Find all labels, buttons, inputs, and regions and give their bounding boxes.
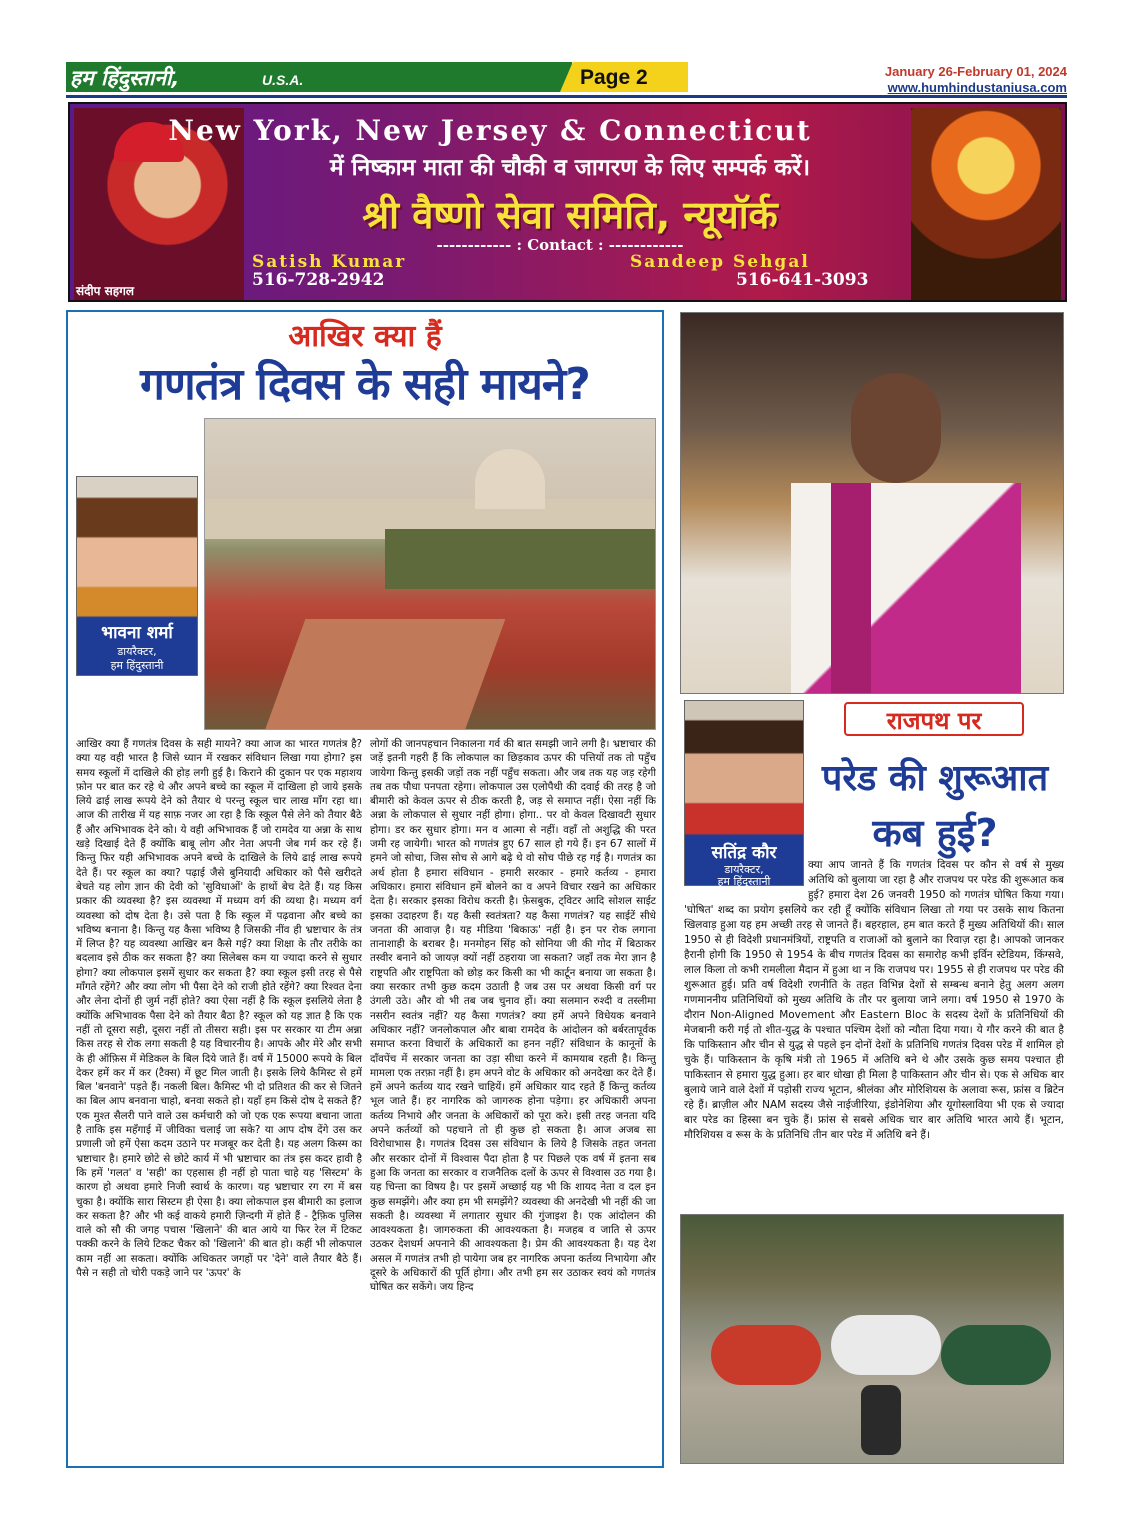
photo-rider-green — [941, 1325, 1051, 1385]
article1-text2: लोगों की जानपहचान निकालना गर्व की बात समझी जाने लगी है। भ्रष्टाचार की जड़ें इतनी गहरी हैं कि लोकपाल का छिड़काव ऊपर की पत्तियों तक तो पहुँच जायेगा किन्तु इसकी जड़ों तक नहीं पहुँच सकता। और जब तक यह जड़ रहेगी तब तक पौधा पनपता रहेगा। लोकपाल उस एलोपैथी की दवाई की तरह है जो बीमारी को केवल ऊपर से ठीक करती है, जड़ से समाप्त नहीं। ऐसा नहीं कि अन्ना के लोकपाल से सुधार नहीं होगा। होगा.. पर वो केवल दिखावटी सुधार होगा। डर कर सुधार होगा। मन व आत्मा से नहीं। वहाँ तो अशुद्धि की परत जमी रह जायेगी। भारत को गणतंत्र हुए 67 साल हो गये हैं। इन 67 सालों में हमने जो सोचा, जिस सोच से आगे बढ़े थे वो सोच पीछे रह गई है। गणतंत्र का अर्थ होता है हमारा संविधान - हमारी सरकार - हमारे कर्तव्य - हमारा अधिकार। हमारा संविधान हमें बोलने का व अपने विचार रखने का अधिकार देता है। सरकार इसका विरोध करती है। फ़ेसबुक, ट्विटर आदि सोशल साईट इसका उदाहरण हैं। यह कैसी स्वतंत्रता? यह कैसा गणतंत्र? यह साईटें सीधे जनता की आवाज़ है। यह मीडिया 'बिकाऊ' नहीं है। इन पर रोक लगाना तानाशाही के बराबर है। मनमोहन सिंह को सोनिया जी की गोद में बिठाकर तस्वीर बनाने को जायज़ क्यों नहीं ठहराया जा सकता? जहाँ तक मेरा ज्ञान है राष्ट्रपति और राष्ट्रपिता को छोड़ कर किसी का भी कार्टून बनाया जा सकता है। क्या सरकार तभी कुछ कदम उठाती है जब उस पर अथवा किसी वर्ग पर उंगली उठे। और वो भी तब जब चुनाव हों। क्या सलमान रुश्दी व तस्लीमा नसरीन स्वतंत्र नहीं? यह कैसा गणतंत्र? क्या हमें अपने विधेयक बनवाने अधिकार नहीं? जनलोकपाल और बाबा रामदेव के आंदोलन को बर्बरतापूर्वक समाप्त करना विचारों के अधिकारों का हनन नहीं? संविधान के कानूनों के दाँवपेंच में सरकार जनता का उड़ा सीधा करने में कामयाब रहती है। किन्तु मामला एक तरफ़ा नहीं है। हम अपने वोट के अधिकार को अनदेखा कर देते हैं। हमें अपने कर्तव्य याद रखने चाहियें। हमें अधिकार याद रहते हैं किन्तु कर्तव्य भूल जाते हैं। हर नागरिक को जागरुक होना पड़ेगा। हर अधिकारी अपना कर्तव्य निभाये और जनता के अधिकारों को पूरा करे। इसी तरह जनता यदि अपने कर्तव्यों को पहचाने तो ही कुछ हो सकता है। आज अजब सा विरोधाभास है। गणतंत्र दिवस उस संविधान के लिये है जिसके तहत जनता और सरकार दोनों में विश्वास पैदा होता है पर पिछले एक वर्ष में इतना सब हुआ कि जनता का सरकार व राजनैतिक दलों के ऊपर से विश्वास उठ गया है। यह चिन्ता का विषय है। पर इसमें अच्छाई यह भी कि शायद नेता व दल इन कुछ समझेंगे। और क्या हम भी समझेंगे? व्यवस्था की अनदेखी भी नहीं की जा सकती है। व्यवस्था में लगातार सुधार की गुंजाइश है। एक आंदोलन की आवश्यकता है। जागरुकता की आवश्यकता है। मजहब व जाति से ऊपर उठकर देशधर्म अपनाने की आवश्यकता है। प्रेम की आवश्यकता है। यह देश असल में गणतंत्र तभी हो पायेगा जब हर नागरिक अपना कर्तव्य निभायेगा और दूसरे के अधिकारों की पूर्ति होगा। और तभी हम सर उठाकर स्वयं को गणतंत्र घोषित कर सकेंगे। जय हिन्द — [370, 738, 656, 1294]
motorcycle-stunt-photo — [680, 1214, 1064, 1464]
photo-rider-red — [711, 1325, 821, 1385]
ad-region-line: New York, New Jersey & Connecticut — [168, 114, 812, 147]
photo-motorcycle — [861, 1385, 901, 1455]
article1-column2 — [370, 737, 656, 1463]
article2-headline-line1: परेड की शुरूआत — [821, 758, 1049, 799]
author2-role: डायरैक्टर, — [724, 863, 764, 876]
photo-dome — [475, 449, 545, 509]
rajpath-parade-photo — [204, 418, 656, 730]
photo-sari — [791, 483, 1021, 694]
author1-org: हम हिंदुस्तानी — [110, 659, 164, 672]
contact2-phone: 516-641-3093 — [736, 270, 869, 290]
author1-name: भावना शर्मा — [101, 623, 173, 643]
article1-text1: आखिर क्या हैं गणतंत्र दिवस के सही मायने? क्या आज का भारत गणतंत्र है? क्या यह वही भारत है जिसे ध्यान में रखकर संविधान लिखा गया होगा? इस समय स्कूलों में दाखिले की होड़ लगी हुई है। किराने की दुकान पर एक महाशय फ़ोन पर बात कर रहे थे और अपने बच्चे का स्कूल में दाखिला हो जाये इसके लिये ढाई लाख रूपये देने को तैयार थे परन्तु स्कूल चार लाख माँग रहा था। आज की तारीख में यह साफ़ नजर आ रहा है कि स्कूल पैसे लेने को तैयार बैठे हैं और अभिभावक देने को। ये वही अभिभावक हैं जो रामदेव या अन्ना के साथ खड़े दिखाई देते हैं क्योंकि बाबू लोग और नेता अपनी जेब गर्म कर रहे हैं। किन्तु फिर यही अभिभावक अपने बच्चे के दाखिले के लिये ढाई लाख रूपये देते हैं। पर स्कूल का क्या? पढ़ाई जैसे बुनियादी अधिकार को पैसे खरीदते बेचते यह लोग ज्ञान की देवी को 'सुविधाओं' के हाथों बेच देते हैं। यह किस प्रकार की व्यवस्था है? इस व्यवस्था में मध्यम वर्ग की व्यथा है। मध्यम वर्ग व्यवस्था को दोष देता है। उसे पता है कि स्कूल में पढ़वाना और बच्चे का भविष्य बनाना है। किन्तु यह कैसा भविष्य है जिसकी नींव ही भ्रष्टाचार के तंत्र में लिप्त है? यह व्यवस्था आखिर बन कैसे गई? क्या शिक्षा के तौर तरीके का बदलाव इसे ठीक कर सकता है? क्या सिलेबस कम या ज्यादा करने से सुधार होगा? क्या लोकपाल इसमें सुधार कर सकता है? क्या स्कूल इसी तरह से पैसे माँगते रहेंगे? और क्या लोग भी पैसा देने को राजी होते रहेंगे? क्या रिश्वत देना और लेना दोनों ही जुर्म नहीं होते? क्या ऐसा नहीं है कि स्कूल इसलिये लेता है क्योंकि अभिभावक पैसा देने को तैयार बैठा है? स्कूल को यह ज्ञात है कि एक नहीं तो दूसरा सही, दूसरा नहीं तो तीसरा सही। इस पर सरकार या टीम अन्ना किस तरह से रोक लगा सकती है यह विचारनीय है। आपके और मेरे और सभी के ही ऑफ़िस में मेडिकल के बिल दिये जाते हैं। वर्ष में 15000 रूपये के बिल देकर हमें कर में कर (टैक्स) में छूट मिल जाती है। इसके लिये कैमिस्ट से हमें बिल 'बनवाने' पड़ते हैं। नकली बिल। कैमिस्ट भी दो प्रतिशत की कर से जितने का बिल आप बनवाना चाहो, बनवा सकते हो। यहाँ हम किसे दोष दे सकते हैं? एक मुश्त सैलरी पाने वाले उस कर्मचारी को जो एक एक रूपया बचाना जाता है ताकि इस महँगाई में जीविका चलाई जा सके? या आप दोष देंगे उस कर प्रणाली जो हमें ऐसा कदम उठाने पर मजबूर कर देती है। यह अलग किस्म का भ्रष्टाचार है। हमारे छोटे से छोटे कार्य में भी भ्रष्टाचार का तंत्र इस कदर हावी है कि हमें 'गलत' व 'सही' का एहसास ही नहीं हो पाता चाहे यह 'सिस्टम' के कारण हो अथवा हमारे निजी स्वार्थ के कारण। यह भ्रष्टाचार रग रग में बस चुका है। क्योंकि सारा सिस्टम ही ऐसा है। क्या लोकपाल इस बीमारी का इलाज कर सकता है? और भी कई वाकये हमारी ज़िन्दगी में होते हैं - ट्रैफ़िक पुलिस वाले को सौ की जगह पचास 'खिलाने' की बात आये या फिर रेल में टिकट पक्की करने के लिये टिकट चैकर को 'खिलाने' की बात हो। कहीं भी लोकपाल काम नहीं आ सकता। क्योंकि अधिकतर जगहों पर 'देने' वाले तैयार बैठे हैं। पैसे न सही तो चोरी पकड़े जाने पर 'ऊपर' के — [76, 738, 362, 1279]
article2-headline-line2: कब हुई? — [872, 811, 998, 855]
president-salute-photo — [680, 312, 1064, 694]
photo-face — [851, 373, 941, 483]
author1-role: डायरैक्टर, — [117, 645, 157, 658]
contact1-name: Satish Kumar — [252, 252, 407, 272]
article1-headline: गणतंत्र दिवस के सही मायने? — [140, 359, 590, 410]
photo-rider-white — [831, 1315, 941, 1375]
photo-trees — [385, 529, 656, 589]
photo-sari-border — [831, 483, 871, 694]
photo-road — [265, 619, 506, 730]
newspaper-title-suffix: U.S.A. — [262, 72, 304, 88]
website-link[interactable]: www.humhindustaniusa.com — [887, 80, 1067, 95]
author2-org: हम हिंदुस्तानी — [717, 875, 771, 888]
page-number: Page 2 — [580, 66, 648, 89]
author2-name: सतिंद्र कौर — [711, 843, 777, 863]
contact2-name: Sandeep Sehgal — [630, 252, 810, 272]
contact1-phone: 516-728-2942 — [252, 270, 385, 290]
goddess-image — [911, 108, 1061, 300]
article2-column — [684, 858, 1064, 1210]
singer-name: संदीप सहगल — [76, 284, 134, 298]
article2-text: क्या आप जानते हैं कि गणतंत्र दिवस पर कौन से वर्ष से मुख्य अतिथि को बुलाया जा रहा है और राजपथ पर परेड की शुरूआत कब हुई? हमारा देश 26 जनवरी 1950 को गणतंत्र घोषित किया गया। 'घोषित' शब्द का प्रयोग इसलिये कर रही हूँ क्योंकि संविधान लिखा तो गया पर उसके साथ कितना खिलवाड़ हुआ यह हम अच्छी तरह से जानते हैं। बहरहाल, हम बात करते हैं मुख्य अतिथियों की। साल 1950 से ही विदेशी प्रधानमंत्रियों, राष्ट्रपति व राजाओं को बुलाने का रिवाज़ रहा है। आपको जानकर हैरानी होगी कि 1950 से 1954 के बीच गणतंत्र दिवस का समारोह कभी इर्विन स्टेडियम, किंग्सवे, लाल किला तो कभी रामलीला मैदान में हुआ था न कि राजपथ पर। 1955 से ही राजपथ पर परेड की शुरूआत हुई। प्रति वर्ष विदेशी रणनीति के तहत विभिन्न देशों से सम्बन्ध बनाने हेतु अलग अलग गणमाननीय प्रतिनिधियों को मुख्य अतिथि के तौर पर बुलाया जाने लगा। वर्ष 1950 से 1970 के दौरान Non-Aligned Movement और Eastern Bloc के सदस्य देशों के प्रतिनिधियों की मेजबानी करी गई तो शीत-युद्ध के पश्चात पश्चिम देशों को न्यौता दिया गया। ये गौर करने की बात है कि पाकिस्तान और चीन से युद्ध से पहले इन दोनों देशों के प्रतिनिधि गणतंत्र दिवस परेड में शामिल हो चुके हैं। पाकिस्तान के कृषि मंत्री तो 1965 में अतिथि बने थे और उसके कुछ समय पश्चात ही पाकिस्तान से हमारा युद्ध हुआ। हर बार धोखा ही मिला है पाकिस्तान और चीन से। एक से अधिक बार बुलाये जाने वाले देशों में पड़ोसी राज्य भूटान, श्रीलंका और मोरिशियस के अलावा रूस, फ्रांस व ब्रिटेन रहे हैं। ब्राज़ील और NAM सदस्य जैसे नाईजीरिया, इंडोनेशिया और यूगोस्लाविया भी एक से ज्यादा बार परेड का हिस्सा बन चुके हैं। फ्रांस से सबसे अधिक चार बार अतिथि भारत आये हैं। भूटान, मौरिशियस व रूस के के प्रतिनिधि तीन बार परेड में अतिथि बने हैं। — [684, 859, 1064, 1141]
article1-kicker: आखिर क्या हैं — [288, 319, 442, 354]
newspaper-title: हम हिंदुस्तानी, — [70, 66, 180, 90]
article1-column1 — [76, 737, 362, 1463]
header-divider — [66, 95, 1067, 98]
text-wrap-spacer — [684, 858, 808, 892]
issue-date: January 26-February 01, 2024 — [884, 64, 1067, 79]
ad-contact-label: ------------ : Contact : ------------ — [436, 236, 684, 254]
article2-kicker: राजपथ पर — [886, 707, 982, 735]
ad-contact-prompt: में निष्काम माता की चौकी व जागरण के लिए सम्पर्क करें। — [329, 155, 811, 181]
ad-organization-name: श्री वैष्णो सेवा समिति, न्यूयॉर्क — [362, 193, 778, 237]
